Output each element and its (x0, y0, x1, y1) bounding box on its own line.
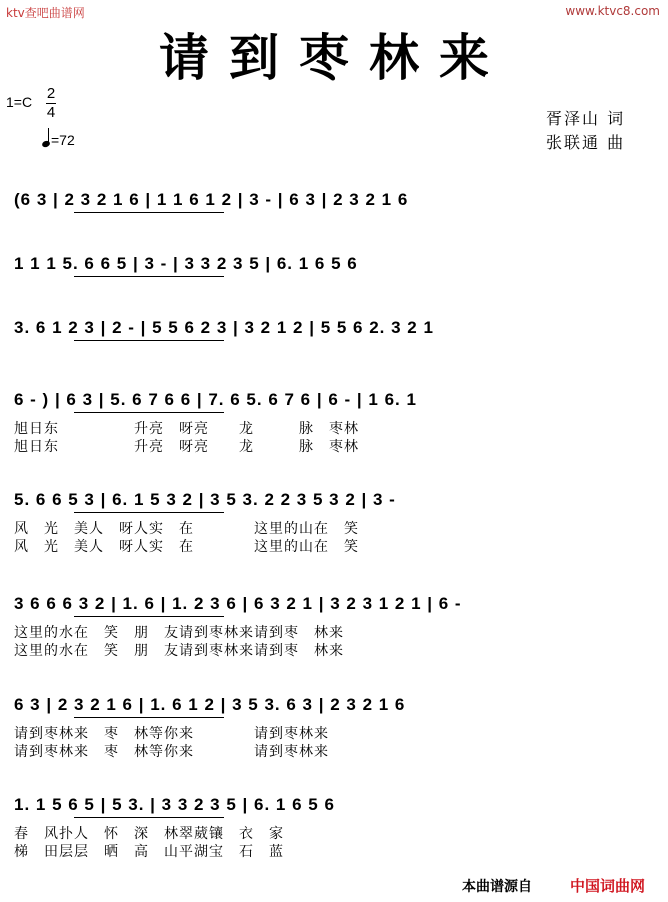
beam-line (74, 276, 224, 277)
score-line (14, 318, 654, 398)
score-line (14, 795, 654, 875)
lyric-verse-2: 这里的水在 笑 朋 友请到枣林来请到枣 林来 (14, 642, 344, 658)
lyric-verse-1: 请到枣林来 枣 林等你来 请到枣林来 (14, 725, 329, 741)
score-line (14, 490, 654, 570)
notation-text: 1 1 1 5. 6 6 5 | 3 - | 3 3 2 3 5 | 6. 1 6 5 6 (14, 254, 358, 273)
notation-text: 5. 6 6 5 3 | 6. 1 5 3 2 | 3 5 3. 2 2 3 5 3 2 | 3 - (14, 490, 396, 509)
footer-source-label: 本曲谱源自 (462, 879, 532, 895)
score-line (14, 594, 654, 674)
lyric-verse-1: 旭日东 升亮 呀亮 龙 脉 枣林 (14, 420, 359, 436)
tempo-marking (42, 131, 75, 148)
notation-text: 3 6 6 6 3 2 | 1. 6 | 1. 2 3 6 | 6 3 2 1 | 3 2 3 1 2 1 | 6 - (14, 594, 462, 613)
score-line (14, 390, 654, 470)
beam-line (74, 412, 224, 413)
note-stem (48, 128, 49, 142)
song-title: 请到枣林来 (159, 29, 509, 87)
watermark-right: www.ktvc8.com (565, 4, 660, 18)
beam-line (74, 212, 224, 213)
lyric-verse-1: 这里的水在 笑 朋 友请到枣林来请到枣 林来 (14, 624, 344, 640)
score-line (14, 695, 654, 775)
tempo-value: =72 (51, 132, 75, 148)
composer-credit: 张联通 曲 (546, 133, 626, 152)
notation-text: 1. 1 5 6 5 | 5 3. | 3 3 2 3 5 | 6. 1 6 5 6 (14, 795, 335, 814)
quarter-note-icon (41, 140, 51, 148)
time-sig-bottom: 4 (46, 104, 56, 121)
beam-line (74, 340, 224, 341)
lyric-verse-2: 请到枣林来 枣 林等你来 请到枣林来 (14, 743, 329, 759)
lyric-verse-1: 风 光 美人 呀人实 在 这里的山在 笑 (14, 520, 359, 536)
watermark-left: ktv查吧曲谱网 (6, 6, 85, 20)
time-sig-top: 2 (46, 85, 56, 102)
lyric-verse-2: 旭日东 升亮 呀亮 龙 脉 枣林 (14, 438, 359, 454)
beam-line (74, 717, 224, 718)
lyric-verse-2: 梯 田层层 晒 高 山平湖宝 石 蓝 (14, 843, 284, 859)
footer-site-name: 中国词曲网 (570, 877, 646, 895)
lyric-verse-1: 春 风扑人 怀 深 林翠葳镶 衣 家 (14, 825, 284, 841)
notation-text: (6 3 | 2 3 2 1 6 | 1 1 6 1 2 | 3 - | 6 3 | 2 3 2 1 6 (14, 190, 409, 209)
beam-line (74, 616, 224, 617)
lyric-verse-2: 风 光 美人 呀人实 在 这里的山在 笑 (14, 538, 359, 554)
beam-line (74, 817, 224, 818)
time-signature (46, 86, 56, 121)
key-signature: 1=C (6, 94, 33, 110)
notation-text: 6 - ) | 6 3 | 5. 6 7 6 6 | 7. 6 5. 6 7 6 | 6 - | 1 6. 1 (14, 390, 417, 409)
notation-text: 6 3 | 2 3 2 1 6 | 1. 6 1 2 | 3 5 3. 6 3 | 2 3 2 1 6 (14, 695, 406, 714)
lyricist-credit: 胥泽山 词 (546, 109, 626, 128)
notation-text: 3. 6 1 2 3 | 2 - | 5 5 6 2 3 | 3 2 1 2 | 5 5 6 2. 3 2 1 (14, 318, 434, 337)
beam-line (74, 512, 224, 513)
